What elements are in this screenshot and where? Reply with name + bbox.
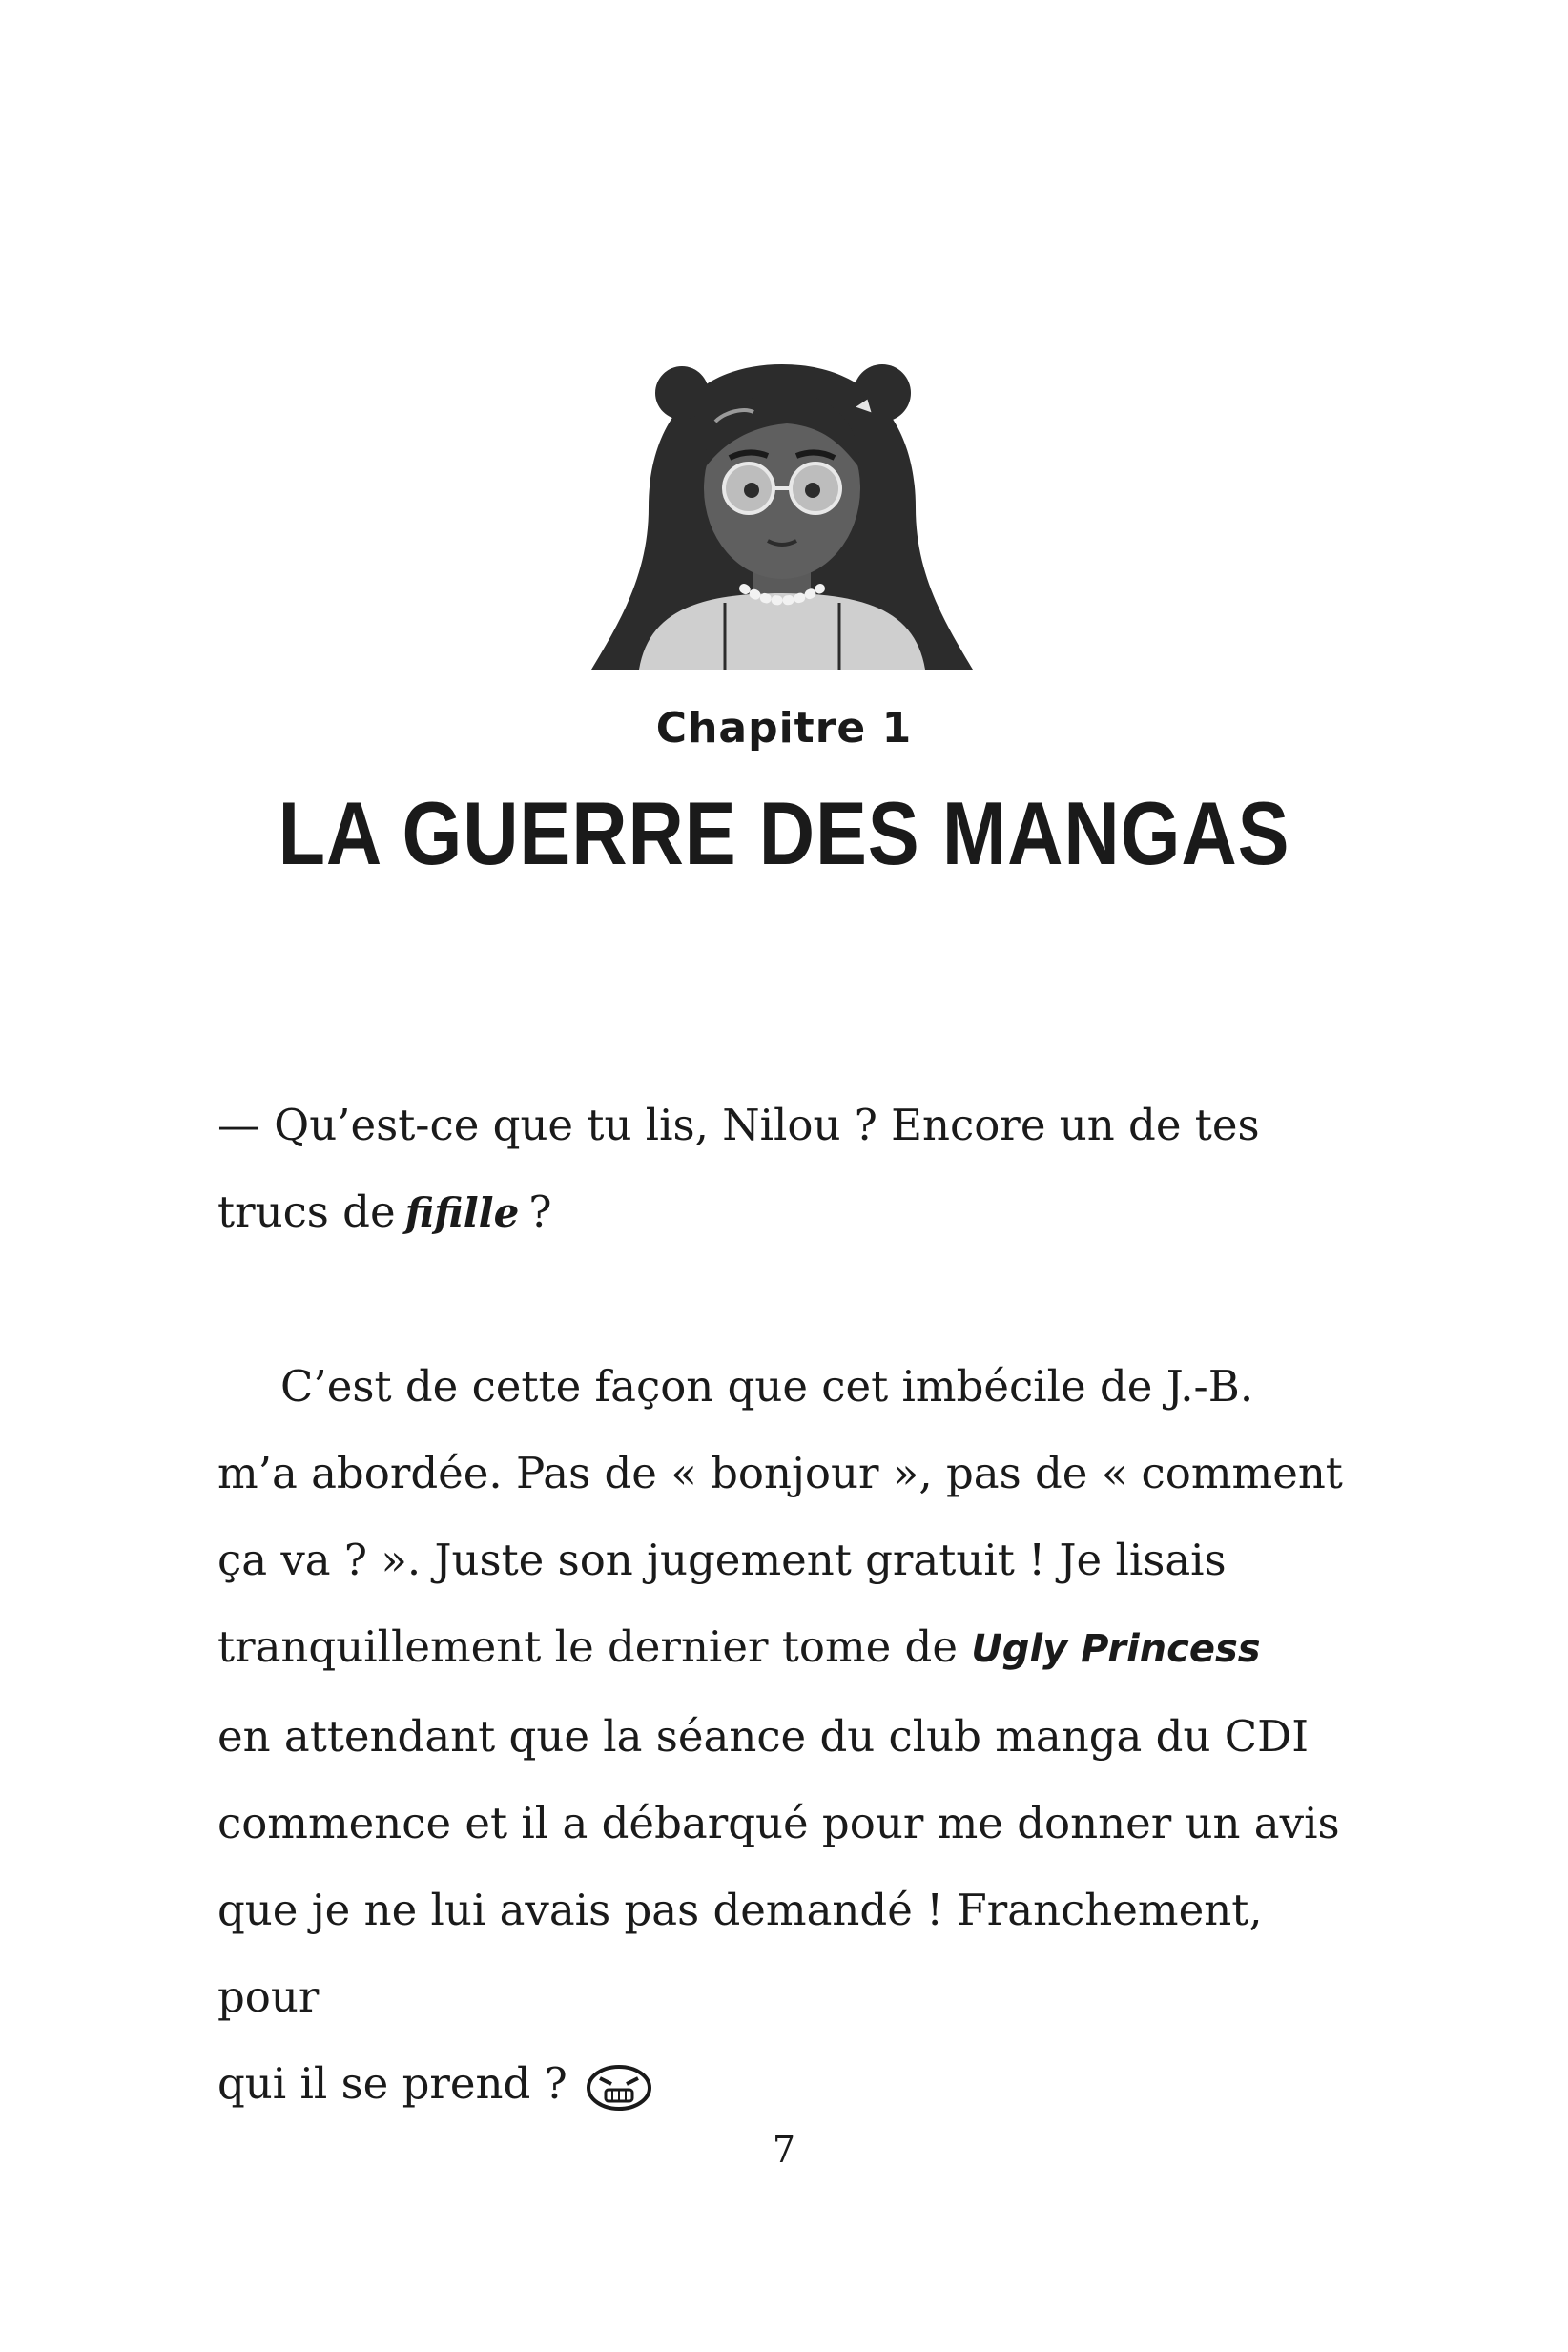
angry-face-icon [585, 2063, 653, 2113]
chapter-title: LA GUERRE DES MANGAS [278, 783, 1290, 883]
book-title: Ugly Princess [971, 1627, 1261, 1671]
text-fragment: ? [528, 1186, 552, 1237]
text-line: commence et il a débarqué pour me donner un avis [217, 1798, 1340, 1848]
chapter-label: Chapitre 1 [655, 704, 913, 753]
text-line: qui il se prend ? [217, 2040, 1362, 2127]
text-line: que je ne lui avais pas demandé ! Franchement, pour [217, 1885, 1263, 2022]
narration-paragraph [217, 1343, 1362, 2127]
text-line: — Qu’est-ce que tu lis, Nilou ? Encore un de tes [217, 1100, 1260, 1150]
text-line: tranquillement le dernier tome de Ugly Princess [217, 1621, 1261, 1672]
text-line: m’a abordée. Pas de « bonjour », pas de « comment [217, 1448, 1343, 1498]
dialogue-paragraph [217, 1082, 1362, 1256]
text-line: C’est de cette façon que cet imbécile de J.-B. [280, 1361, 1254, 1412]
page-number: 7 [772, 2129, 796, 2171]
text-line: ça va ? ». Juste son jugement gratuit ! Je lisais [217, 1535, 1227, 1585]
text-line: en attendant que la séance du club manga du CDI [217, 1711, 1310, 1762]
text-fragment: trucs de [217, 1186, 396, 1237]
text-line [217, 1168, 1362, 1256]
girl-portrait-illustration [582, 355, 982, 679]
emphasis-word: fifille [404, 1189, 520, 1236]
